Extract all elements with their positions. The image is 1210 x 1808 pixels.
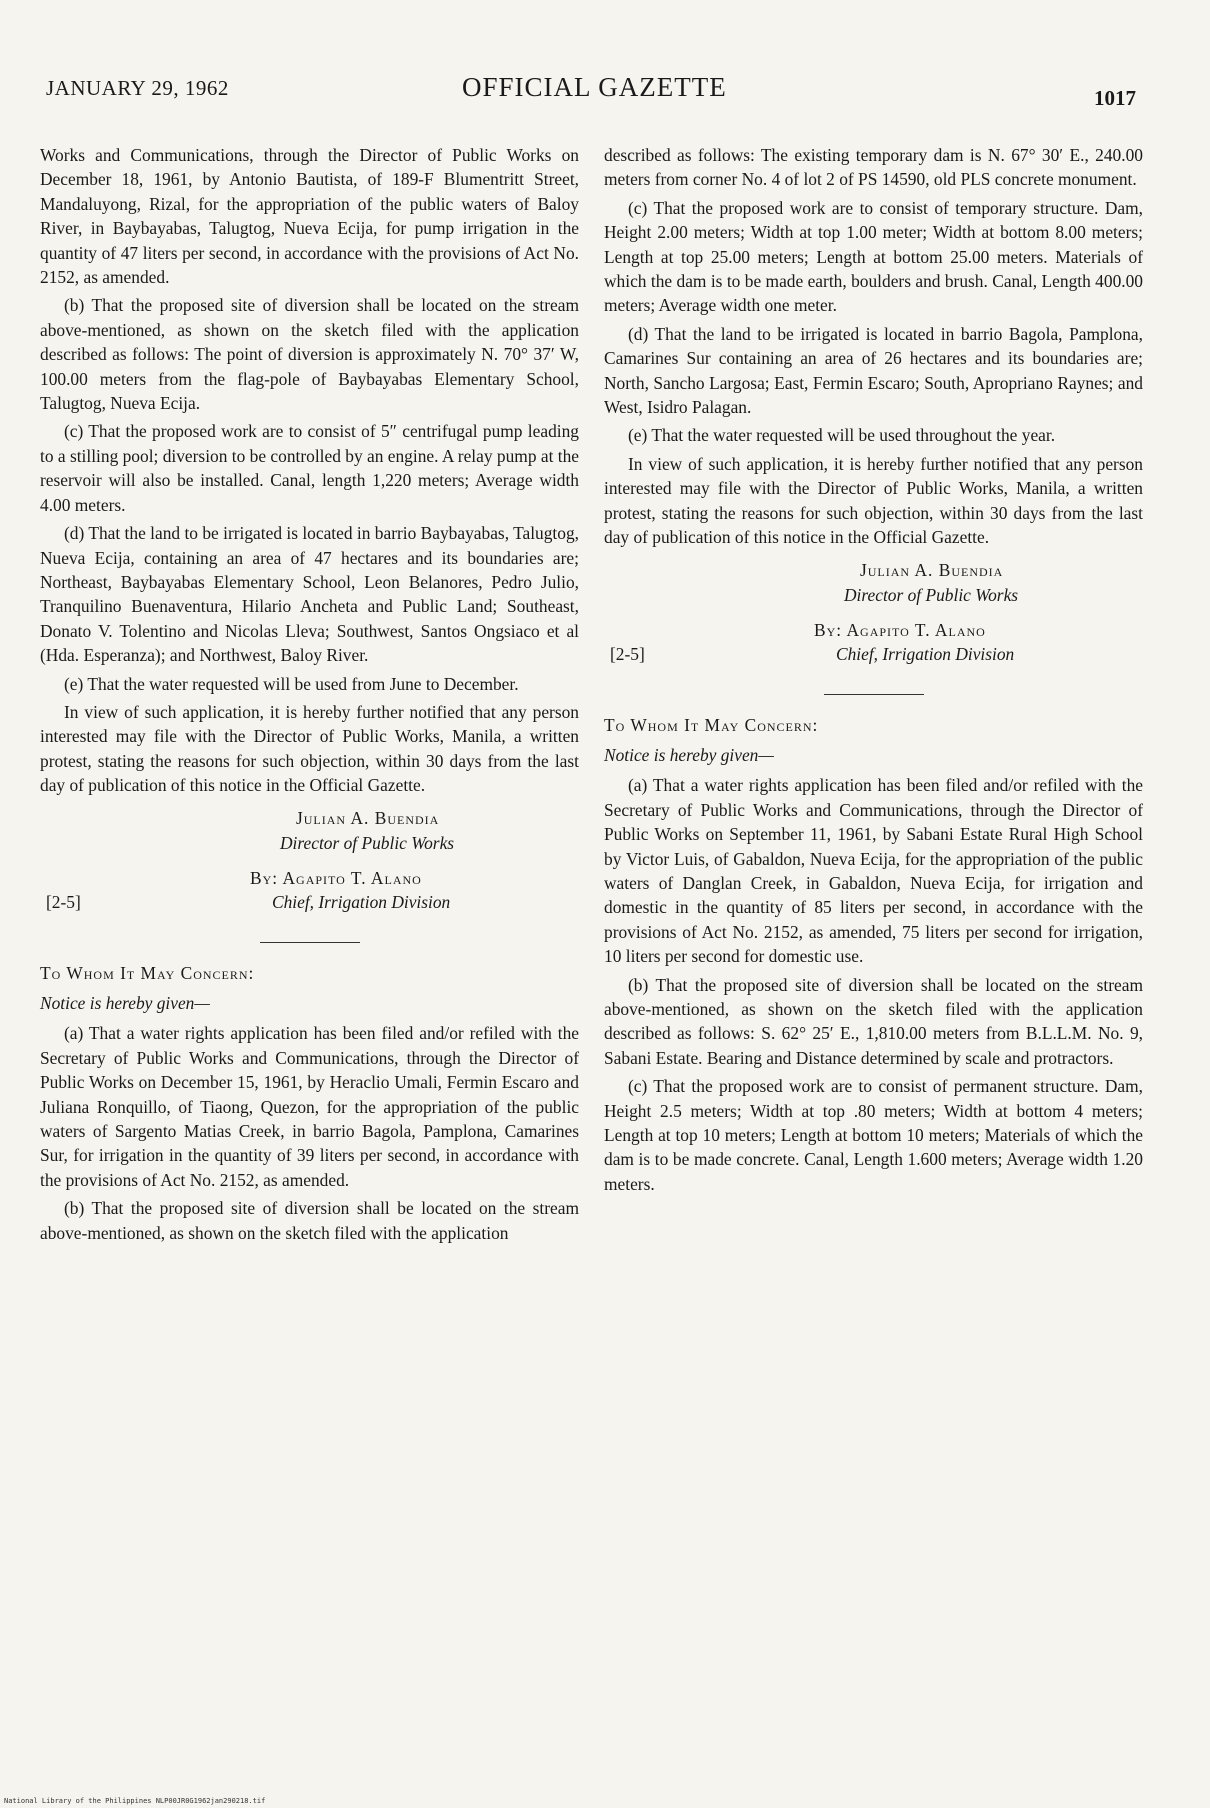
page-number: 1017: [1094, 86, 1136, 110]
paragraph: (e) That the water requested will be used throughout the year.: [628, 425, 1056, 446]
paragraph: Works and Communications, through the Director of Public Works on December 18, 1961, by Antonio Bautista, of 189-F Blumentritt Street, Mandaluyong, Rizal, for the appropriation of the public waters of Baloy River, in Baybayabas, Talugtog, Nueva Ecija, for pump irrigation in the quantity of 47 liters per second, in accordance with the provisions of Act No. 2152, as amended.: [40, 145, 579, 288]
scan-footer: National Library of the Philippines NLP00JR0G1962jan290218.tif: [4, 1797, 266, 1805]
paragraph: described as follows: The existing temporary dam is N. 67° 30′ E., 240.00 meters from corner No. 4 of lot 2 of PS 14590, old PLS concrete monument.: [604, 145, 1143, 190]
section-divider: [260, 942, 360, 943]
paragraph: (c) That the proposed work are to consist of temporary structure. Dam, Height 2.00 meters; Width at top 1.00 meter; Width at bottom 8.00 meters; Length at top 25.00 meters; Length at bottom 25.00 meters. Materials of which the dam is to be made earth, boulders and brush. Canal, Length 400.00 meters; Average width one meter.: [604, 197, 1143, 316]
notice-intro: Notice is hereby given—: [604, 744, 774, 765]
section-divider: [824, 694, 924, 695]
signatory-by: By: Agapito T. Alano: [250, 867, 422, 888]
signatory-chief: Chief, Irrigation Division: [836, 643, 1015, 664]
paragraph: (b) That the proposed site of diversion shall be located on the stream above-mentioned, as shown on the sketch filed with the application described as follows: The point of diversion is approximately N. 70° 37′ W, 100.00 meters from the flag-pole of Baybayabas Elementary School, Talugtog, Nueva Ecija.: [40, 295, 579, 414]
signatory-chief: Chief, Irrigation Division: [272, 891, 451, 912]
signatory-by: By: Agapito T. Alano: [814, 619, 986, 640]
left-column: [40, 143, 579, 1249]
issue-reference: [2-5]: [610, 643, 645, 664]
signatory-title: Director of Public Works: [844, 584, 1019, 605]
signature-block: [40, 806, 579, 936]
issue-date: JANUARY 29, 1962: [46, 76, 229, 100]
paragraph: In view of such application, it is hereby further notified that any person interested may file with the Director of Public Works, Manila, a written protest, stating the reasons for such objection, within 30 days from the last day of publication of this notice in the Official Gazette.: [40, 701, 579, 796]
paragraph: (c) That the proposed work are to consist of 5″ centrifugal pump leading to a stilling pool; diversion to be controlled by an engine. A relay pump at the reservoir will also be installed. Canal, length 1,220 meters; Average width 4.00 meters.: [40, 421, 580, 515]
paragraph: (d) That the land to be irrigated is located in barrio Baybayabas, Talugtog, Nueva Ecija, containing an area of 47 hectares and its boundaries are; Northeast, Baybayabas Elementary School, Leon Belanores, Pedro Julio, Tranquilino Buenaventura, Hilario Ancheta and Public Land; Southeast, Donato V. Tolentino and Nicolas Lleva; Southwest, Santos Ongsiaco et al (Hda. Esperanza); and Northwest, Baloy River.: [40, 523, 579, 666]
notice-heading: To Whom It May Concern:: [604, 714, 819, 735]
notice-heading: To Whom It May Concern:: [40, 962, 255, 983]
paragraph: (b) That the proposed site of diversion shall be located on the stream above-mentioned, as shown on the sketch filed with the application described as follows: S. 62° 25′ E., 1,810.00 meters from B.L.L.M. No. 9, Sabani Estate. Bearing and Distance determined by scale and protractors.: [604, 974, 1143, 1068]
paragraph: In view of such application, it is hereby further notified that any person interested may file with the Director of Public Works, Manila, a written protest, stating the reasons for such objection, within 30 days from the last day of publication of this notice in the Official Gazette.: [604, 453, 1143, 548]
issue-reference: [2-5]: [46, 891, 81, 912]
notice-intro: Notice is hereby given—: [40, 992, 210, 1013]
signatory-name: Julian A. Buendia: [296, 807, 440, 828]
page-header: [46, 72, 1136, 112]
signature-block: [604, 558, 1143, 688]
signatory-title: Director of Public Works: [280, 832, 455, 853]
paragraph: (b) That the proposed site of diversion shall be located on the stream above-mentioned, as shown on the sketch filed with the application: [40, 1198, 579, 1243]
paragraph: (c) That the proposed work are to consist of permanent structure. Dam, Height 2.5 meters; Width at top .80 meters; Width at bottom 4 meters; Length at top 10 meters; Length at bottom 10 meters; Materials of which the dam is to be made concrete. Canal, Length 1.600 meters; Average width 1.20 meters.: [604, 1076, 1143, 1194]
paragraph: (e) That the water requested will be used from June to December.: [64, 673, 519, 694]
paragraph: (d) That the land to be irrigated is located in barrio Bagola, Pamplona, Camarines Sur containing an area of 26 hectares and its boundaries are; North, Sancho Largosa; East, Fermin Escaro; South, Apropriano Raynes; and West, Isidro Palagan.: [604, 323, 1143, 418]
right-column: [604, 143, 1143, 1200]
paragraph: (a) That a water rights application has been filed and/or refiled with the Secretary of Public Works and Communications, through the Director of Public Works on September 11, 1961, by Sabani Estate Rural High School by Victor Luis, of Gabaldon, Nueva Ecija, for the appropriation of the public waters of Danglan Creek, in Gabaldon, Nueva Ecija, for irrigation and domestic in the quantity of 85 liters per second, in accordance with the provisions of Act No. 2152, as amended, 75 liters per second for irrigation, 10 liters per second for domestic use.: [604, 775, 1143, 967]
signatory-name: Julian A. Buendia: [860, 559, 1004, 580]
publication-title: OFFICIAL GAZETTE: [462, 72, 727, 102]
paragraph: (a) That a water rights application has been filed and/or refiled with the Secretary of Public Works and Communications, through the Director of Public Works on December 15, 1961, by Heraclio Umali, Fermin Escaro and Juliana Ronquillo, of Tiaong, Quezon, for the appropriation of the public waters of Sargento Matias Creek, in barrio Bagola, Pamplona, Camarines Sur, for irrigation in the quantity of 39 liters per second, in accordance with the provisions of Act No. 2152, as amended.: [40, 1023, 579, 1190]
